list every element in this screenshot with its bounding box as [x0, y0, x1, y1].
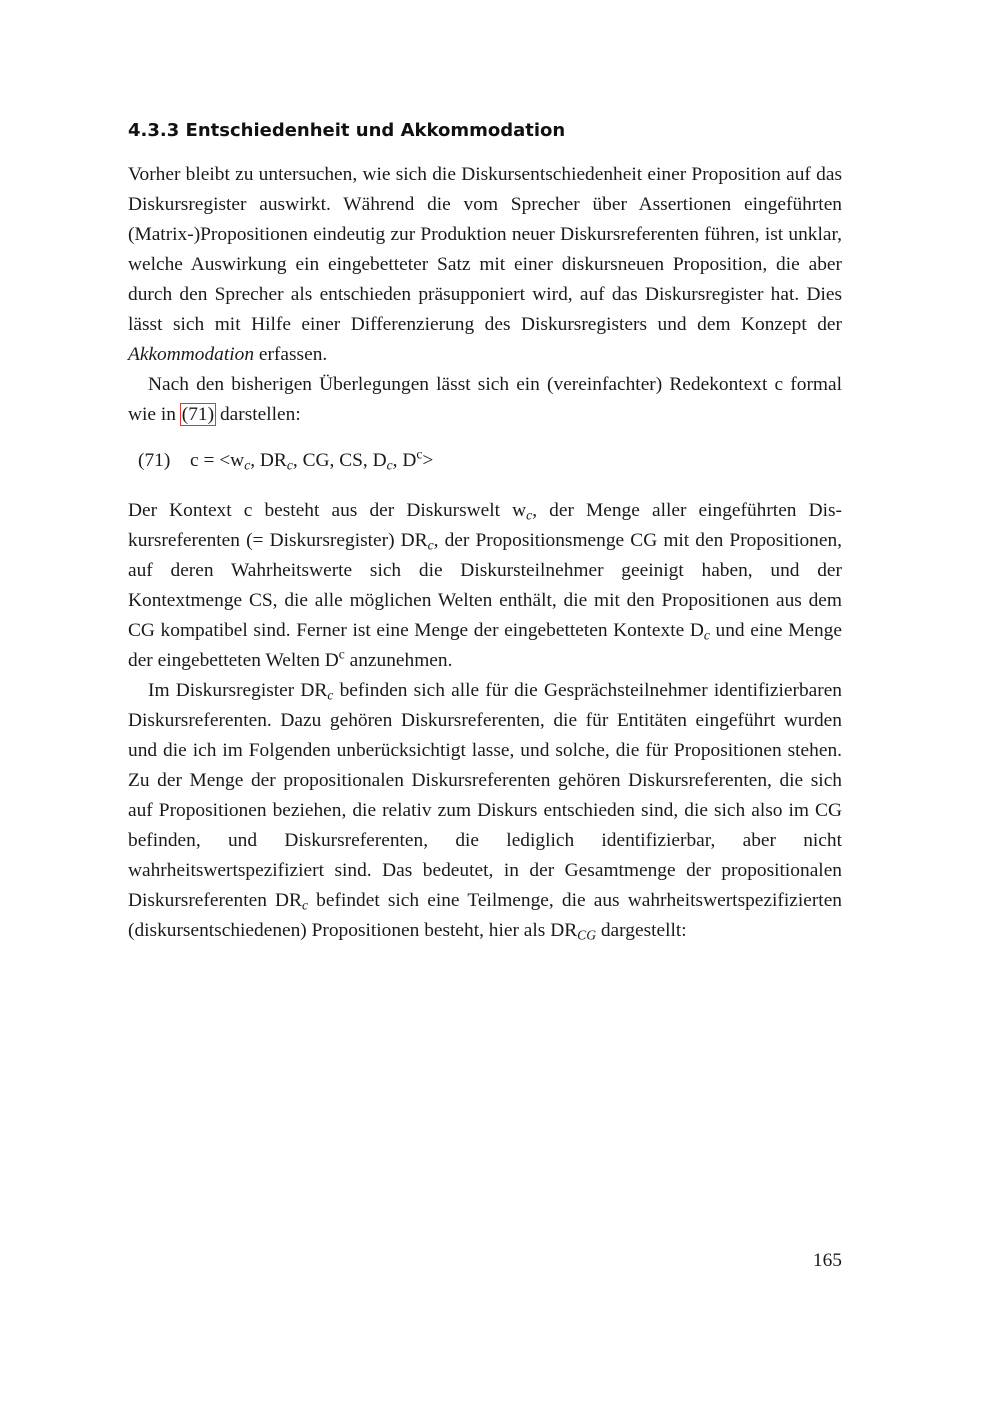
paragraph-2	[128, 370, 842, 430]
example-reference-link[interactable]: (71)	[181, 404, 215, 425]
paragraph-4-text: Im Diskursregister DR	[148, 680, 328, 701]
page-content	[128, 118, 842, 946]
section-title: Entschiedenheit und Akkommodation	[185, 120, 566, 141]
paragraph-3-text: anzunehmen.	[344, 650, 453, 671]
paragraph-2-text-a: Nach den bisherigen Überlegungen lässt sich ein (vereinfachter) Redekontext c formal wie in	[128, 374, 842, 425]
paragraph-1-text-b: erfassen.	[254, 344, 328, 365]
paragraph-4-text: befinden sich alle für die Gesprächsteilnehmer identifizierbaren Diskursreferenten. Dazu gehören Diskursreferenten, die für Entitäten eingeführt wurden und die ich im Folgenden unberücksichtigt lasse, und solche, die für Propositionen stehen. Zu der Menge der propositionalen Diskursreferenten gehören Diskursreferenten, die sich auf Propositionen beziehen, die relativ zum Diskurs entschieden sind, die sich also im CG befinden, und Diskursreferenten, die lediglich identifizierbar, aber nicht wahrheitswertspezifiziert sind. Das bedeutet, in der Gesamtmenge der propositionalen Diskursreferenten DR	[128, 680, 843, 911]
example-71	[138, 446, 842, 476]
paragraph-1-text-a: Vorher bleibt zu untersuchen, wie sich die Diskursentschiedenheit einer Proposition auf das Diskursregister auswirkt. Während die vom Sprecher über Assertionen eingeführten (Matrix-)Propositionen eindeutig zur Produktion neuer Diskursreferenten führen, ist unklar, welche Auswirkung ein eingebetteter Satz mit einer diskursneuen Proposition, die aber durch den Sprecher als entschieden präsupponiert wird, auf das Diskursregister hat. Dies lässt sich mit Hilfe einer Differenzierung des Diskursregisters und dem Konzept der	[128, 164, 842, 335]
subscript: CG	[577, 927, 597, 943]
section-heading	[128, 118, 842, 144]
paragraph-3-text: , der Propositionsmenge CG mit den Propositionen, auf deren Wahrheitswerte sich die Diskursteilnehmer geeinigt haben, und der Kontextmenge CS, die alle möglichen Welten enthält, die mit den Propositionen aus dem CG kompatibel sind. Ferner ist eine Menge der eingebetteten Kontexte D	[128, 530, 843, 641]
formula-part: c = <w	[190, 450, 245, 471]
formula-part: , DR	[250, 450, 287, 471]
paragraph-3-text: , der Menge aller eingeführten Diskursreferenten (= Diskursregister) DR	[128, 500, 843, 551]
paragraph-4-text: dargestellt:	[596, 920, 687, 941]
page-number: 165	[812, 1250, 842, 1271]
paragraph-2-text-b: darstellen:	[215, 404, 301, 425]
formula-part: , D	[392, 450, 417, 471]
formula-subscript: c	[286, 457, 293, 473]
formula-part: , CG, CS, D	[292, 450, 387, 471]
subscript: c	[302, 897, 309, 913]
formula-superscript: c	[416, 446, 423, 462]
paragraph-4-text: befindet sich eine Teilmenge, die aus wahrheitswertspezifizierten (diskursentschiedenen) Propositionen besteht, hier als DR	[128, 890, 842, 941]
emphasis-akkommodation: Akkommodation	[128, 344, 255, 365]
formula	[190, 446, 434, 473]
example-number: (71)	[138, 450, 171, 471]
formula-part: >	[422, 450, 434, 471]
formula-subscript: c	[386, 457, 393, 473]
paragraph-3	[128, 496, 842, 676]
subscript: c	[327, 687, 334, 703]
subscript: c	[427, 537, 434, 553]
formula-subscript: c	[244, 457, 251, 473]
paragraph-3-text: Der Kontext c besteht aus der Diskurswelt w	[128, 500, 527, 521]
paragraph-3-text: und eine Menge der eingebetteten Welten D	[128, 620, 842, 671]
subscript: c	[526, 507, 533, 523]
superscript: c	[338, 646, 345, 662]
subscript: c	[703, 627, 710, 643]
paragraph-1	[128, 160, 842, 370]
section-number: 4.3.3	[128, 120, 180, 141]
paragraph-4	[128, 676, 842, 946]
